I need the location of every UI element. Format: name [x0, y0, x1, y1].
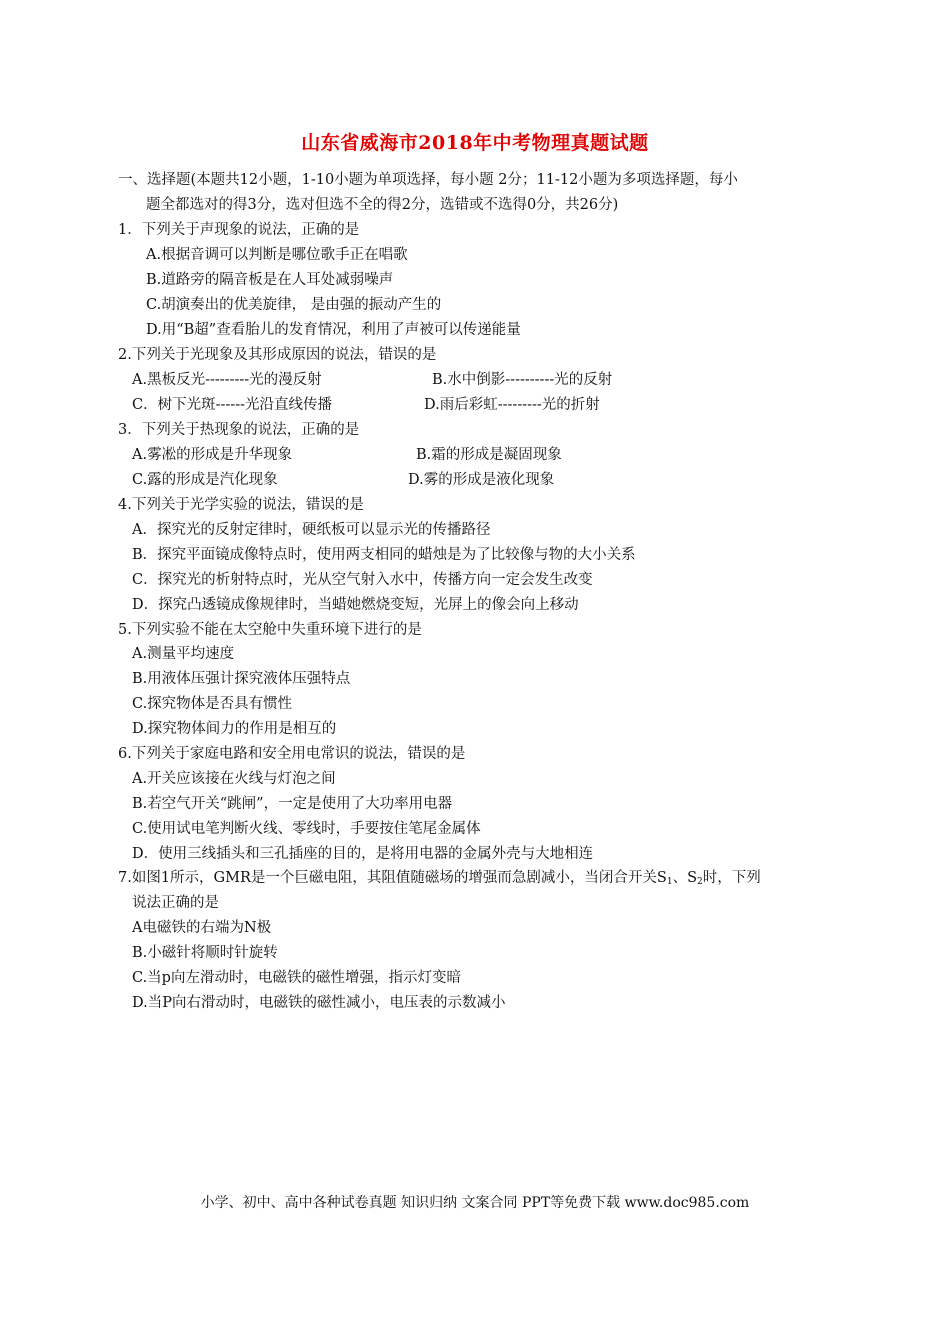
q7-sep: 、S [672, 870, 698, 886]
q3-option-a: A.雾凇的形成是升华现象 [132, 447, 293, 463]
q2-stem: 2.下列关于光现象及其形成原因的说法，错误的是 [118, 347, 437, 363]
q1-option-c: C.胡演奏出的优美旋律， 是由强的振动产生的 [146, 297, 442, 313]
q7-sub-s2: 2 [697, 877, 703, 887]
section-instructions-line2: 题全都选对的得3分，选对但选不全的得2分，选错或不选得0分，共26分) [146, 197, 619, 213]
q7-stem-text1: 7.如图1所示，GMR是一个巨磁电阻，其阻值随磁场的增强而急剧减小，当闭合开关S [118, 870, 667, 886]
q5-option-b: B.用液体压强计探究液体压强特点 [132, 671, 351, 687]
q7-option-c: C.当p向左滑动时，电磁铁的磁性增强，指示灯变暗 [132, 970, 461, 986]
page-title: 山东省威海市2018年中考物理真题试题 [301, 132, 649, 154]
q4-option-b: B．探究平面镜成像特点时，使用两支相同的蜡烛是为了比较像与物的大小关系 [132, 547, 636, 563]
q2-option-d: D.雨后彩虹---------光的折射 [424, 397, 600, 413]
q7-option-d: D.当P向右滑动时，电磁铁的磁性减小，电压表的示数减小 [132, 995, 506, 1011]
q3-option-b: B.霜的形成是凝固现象 [416, 447, 562, 463]
q5-stem: 5.下列实验不能在太空舱中失重环境下进行的是 [118, 622, 422, 638]
q3-stem: 3．下列关于热现象的说法，正确的是 [118, 422, 360, 438]
q4-stem: 4.下列关于光学实验的说法，错误的是 [118, 497, 364, 513]
q4-option-d: D．探究凸透镜成像规律时，当蜡她燃烧变短，光屏上的像会向上移动 [132, 597, 579, 613]
q6-stem: 6.下列关于家庭电路和安全用电常识的说法，错误的是 [118, 746, 466, 762]
q4-option-c: C．探究光的析射特点时，光从空气射入水中，传播方向一定会发生改变 [132, 572, 593, 588]
q1-option-d: D.用“B超”查看胎儿的发育情况，利用了声被可以传递能量 [146, 322, 521, 338]
q7-option-a: A电磁铁的右端为N极 [132, 920, 272, 936]
q6-option-a: A.开关应该接在火线与灯泡之间 [132, 771, 336, 787]
page-footer: 小学、初中、高中各种试卷真题 知识归纳 文案合同 PPT等免费下载 www.doc985.com [200, 1195, 750, 1211]
q5-option-c: C.探究物体是否具有惯性 [132, 696, 293, 712]
q7-stem-line1 [118, 868, 761, 892]
q1-stem: 1．下列关于声现象的说法，正确的是 [118, 222, 360, 238]
q3-option-d: D.雾的形成是液化现象 [408, 472, 555, 488]
q2-option-c: C．树下光斑------光沿直线传播 [132, 397, 332, 413]
q6-option-b: B.若空气开关“跳闸”，一定是使用了大功率用电器 [132, 796, 453, 812]
section-instructions-line1: 一、选择题(本题共12小题，1-10小题为单项选择，每小题 2分；11-12小题为多项选择题，每小 [118, 172, 738, 188]
q7-option-b: B.小磁针将顺时针旋转 [132, 945, 278, 961]
q6-option-d: D．使用三线插头和三孔插座的目的，是将用电器的金属外壳与大地相连 [132, 846, 594, 862]
q5-option-d: D.探究物体间力的作用是相互的 [132, 721, 337, 737]
q3-option-c: C.露的形成是汽化现象 [132, 472, 278, 488]
q1-option-b: B.道路旁的隔音板是在人耳处减弱噪声 [146, 272, 394, 288]
q7-sub-s1: 1 [666, 877, 673, 887]
q7-stem-text2: 时，下列 [702, 870, 761, 886]
q4-option-a: A．探究光的反射定律时，硬纸板可以显示光的传播路径 [132, 522, 491, 538]
q1-option-a: A.根据音调可以判断是哪位歌手正在唱歌 [146, 247, 408, 263]
q2-option-a: A.黑板反光---------光的漫反射 [132, 372, 322, 388]
q7-stem-line2: 说法正确的是 [132, 895, 219, 911]
q2-option-b: B.水中倒影----------光的反射 [432, 372, 613, 388]
q6-option-c: C.使用试电笔判断火线、零线时，手要按住笔尾金属体 [132, 821, 481, 837]
q5-option-a: A.测量平均速度 [132, 646, 235, 662]
